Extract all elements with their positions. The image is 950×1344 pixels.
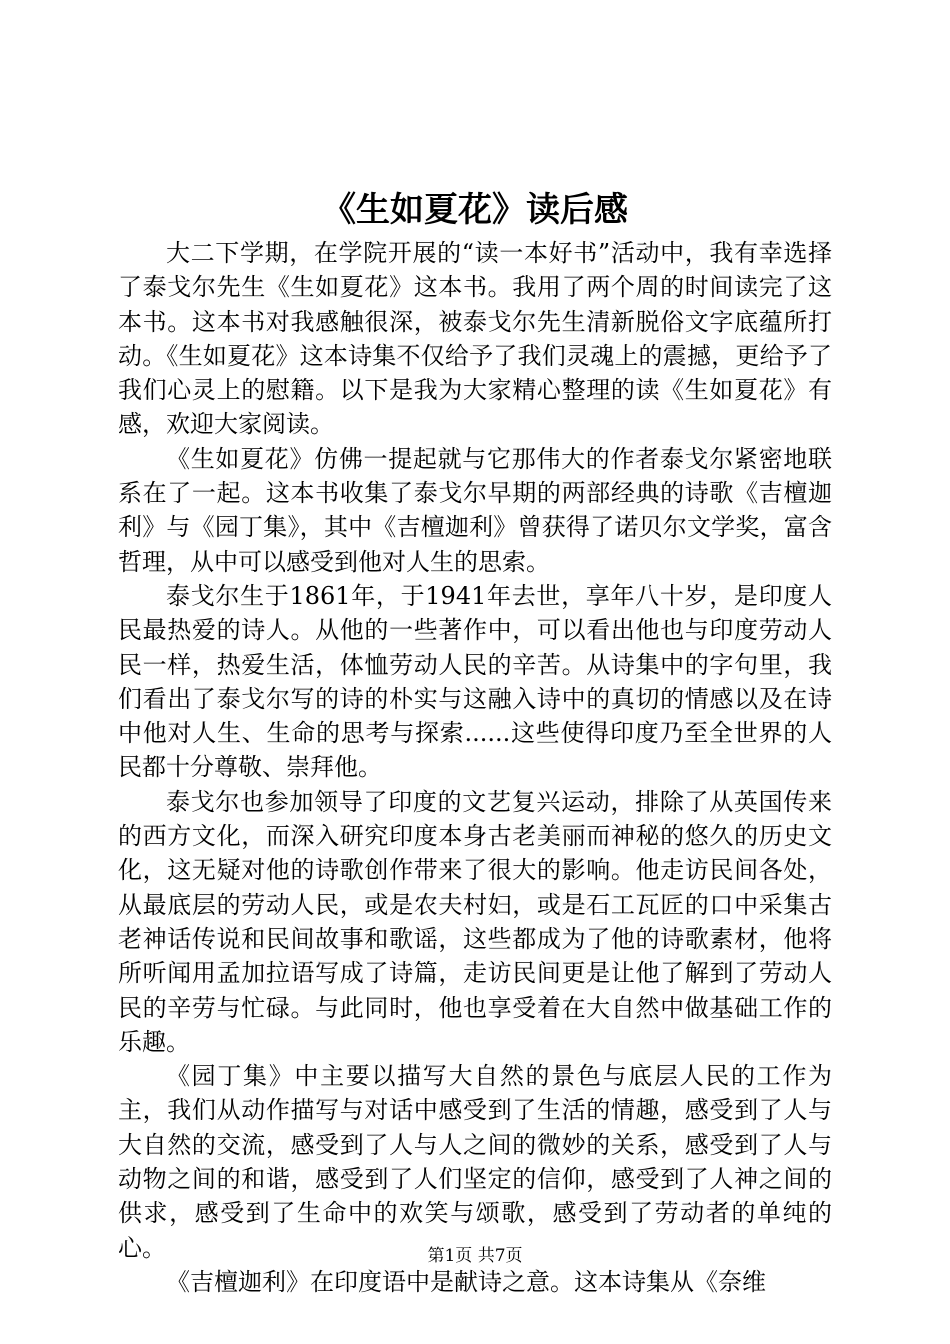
document-body <box>118 236 832 1299</box>
document-title: 《生如夏花》读后感 <box>322 190 628 230</box>
page-number-footer: 第1页 共7页 <box>427 1246 523 1266</box>
paragraph-2: 《生如夏花》仿佛一提起就与它那伟大的作者泰戈尔紧密地联系在了一起。这本书收集了泰戈尔早期的两部经典的诗歌《吉檀迦利》与《园丁集》，其中《吉檀迦利》曾获得了诺贝尔文学奖，富含哲理，从中可以感受到他对人生的思索。 <box>118 444 832 576</box>
paragraph-5: 《园丁集》中主要以描写大自然的景色与底层人民的工作为主，我们从动作描写与对话中感受到了生活的情趣，感受到了人与大自然的交流，感受到了人与人之间的微妙的关系，感受到了人与动物之间的和谐，感受到了人们坚定的信仰，感受到了人神之间的供求，感受到了生命中的欢笑与颂歌，感受到了劳动者的单纯的心。 <box>118 1062 832 1262</box>
paragraph-1: 大二下学期，在学院开展的“读一本好书”活动中，我有幸选择了泰戈尔先生《生如夏花》这本书。我用了两个周的时间读完了这本书。这本书对我感触很深，被泰戈尔先生清新脱俗文字底蕴所打动。《生如夏花》这本诗集不仅给予了我们灵魂上的震撼，更给予了我们心灵上的慰籍。以下是我为大家精心整理的读《生如夏花》有感，欢迎大家阅读。 <box>118 239 832 439</box>
paragraph-4: 泰戈尔也参加领导了印度的文艺复兴运动，排除了从英国传来的西方文化，而深入研究印度本身古老美丽而神秘的悠久的历史文化，这无疑对他的诗歌创作带来了很大的影响。他走访民间各处，从最底层的劳动人民，或是农夫村妇，或是石工瓦匠的口中采集古老神话传说和民间故事和歌谣，这些都成为了他的诗歌素材，他将所听闻用孟加拉语写成了诗篇，走访民间更是让他了解到了劳动人民的辛劳与忙碌。与此同时，他也享受着在大自然中做基础工作的乐趣。 <box>118 787 832 1056</box>
paragraph-6: 《吉檀迦利》在印度语中是献诗之意。这本诗集从《奈维 <box>166 1267 766 1296</box>
paragraph-3: 泰戈尔生于1861年，于1941年去世，享年八十岁，是印度人民最热爱的诗人。从他的一些著作中，可以看出他也与印度劳动人民一样，热爱生活，体恤劳动人民的辛苦。从诗集中的字句里，我们看出了泰戈尔写的诗的朴实与这融入诗中的真切的情感以及在诗中他对人生、生命的思考与探索......这些使得印度乃至全世界的人民都十分尊敬、崇拜他。 <box>118 581 832 782</box>
